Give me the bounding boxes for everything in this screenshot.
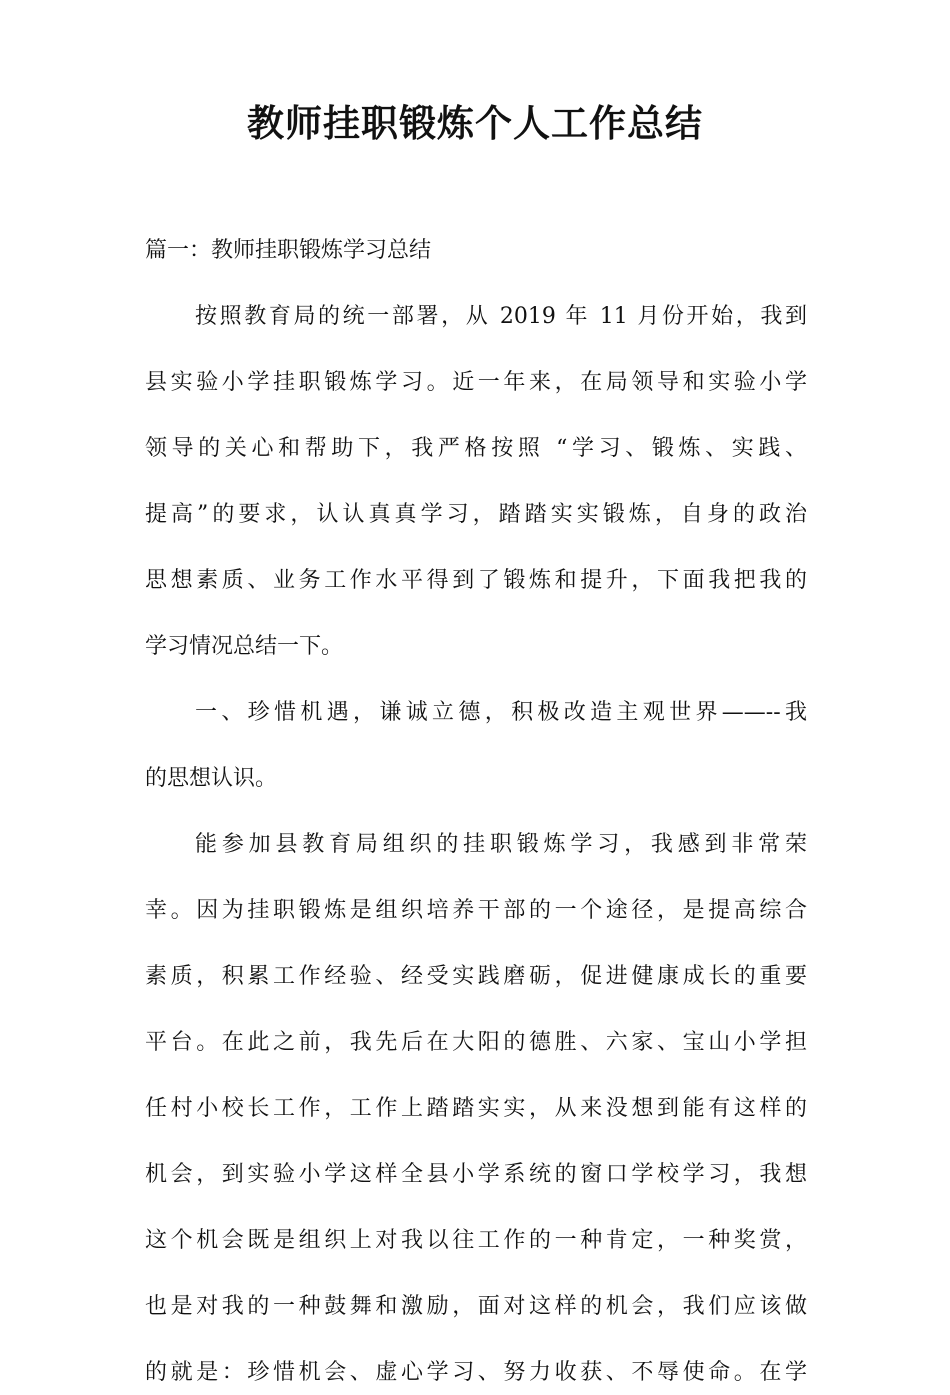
line-spacer <box>145 735 807 756</box>
body-line: 学习情况总结一下。 <box>145 634 344 659</box>
body-line: 领导的关心和帮助下，我严格按照 “学习、锻炼、实践、 <box>145 436 807 461</box>
line-spacer <box>145 1131 807 1152</box>
line-spacer <box>145 999 807 1020</box>
body-line: 的思想认识。 <box>145 766 278 791</box>
section-heading: 篇一：教师挂职锻炼学习总结 <box>145 238 432 263</box>
body-line: 县实验小学挂职锻炼学习。近一年来，在局领导和实验小学 <box>145 370 807 395</box>
body-line: 素质，积累工作经验、经受实践磨砺，促进健康成长的重要 <box>145 964 807 989</box>
line-spacer <box>145 603 807 624</box>
line-spacer <box>145 471 807 492</box>
body-line: 机会，到实验小学这样全县小学系统的窗口学校学习，我想 <box>145 1162 807 1187</box>
body-line: 思想素质、业务工作水平得到了锻炼和提升，下面我把我的 <box>145 568 807 593</box>
body-line: 任村小校长工作，工作上踏踏实实，从来没想到能有这样的 <box>145 1096 807 1121</box>
body-line: 这个机会既是组织上对我以往工作的一种肯定，一种奖赏， <box>145 1228 807 1253</box>
body-line: 平台。在此之前，我先后在大阳的德胜、六家、宝山小学担 <box>145 1030 807 1055</box>
document-title: 教师挂职锻炼个人工作总结 <box>247 102 703 145</box>
body-line: 也是对我的一种鼓舞和激励，面对这样的机会，我们应该做 <box>145 1294 807 1319</box>
line-spacer <box>145 273 807 294</box>
line-spacer <box>145 933 807 954</box>
line-spacer <box>145 405 807 426</box>
line-spacer <box>145 1197 807 1218</box>
body-line: 按照教育局的统一部署，从 2019 年 11 月份开始，我到 <box>195 304 807 329</box>
document-body <box>145 228 807 1395</box>
line-spacer <box>145 669 807 690</box>
line-spacer <box>145 1329 807 1350</box>
body-line: 能参加县教育局组织的挂职锻炼学习，我感到非常荣 <box>195 832 807 857</box>
body-line: 的就是：珍惜机会、虚心学习、努力收获、不辱使命。在学 <box>145 1360 807 1385</box>
line-spacer <box>145 339 807 360</box>
line-spacer <box>145 867 807 888</box>
body-line: 提高”的要求，认认真真学习，踏踏实实锻炼，自身的政治 <box>145 502 807 527</box>
body-line: 幸。因为挂职锻炼是组织培养干部的一个途径，是提高综合 <box>145 898 807 923</box>
line-spacer <box>145 1065 807 1086</box>
line-spacer <box>145 801 807 822</box>
body-line: 一、珍惜机遇，谦诚立德，积极改造主观世界——--我 <box>195 700 807 725</box>
line-spacer <box>145 537 807 558</box>
line-spacer <box>145 1263 807 1284</box>
